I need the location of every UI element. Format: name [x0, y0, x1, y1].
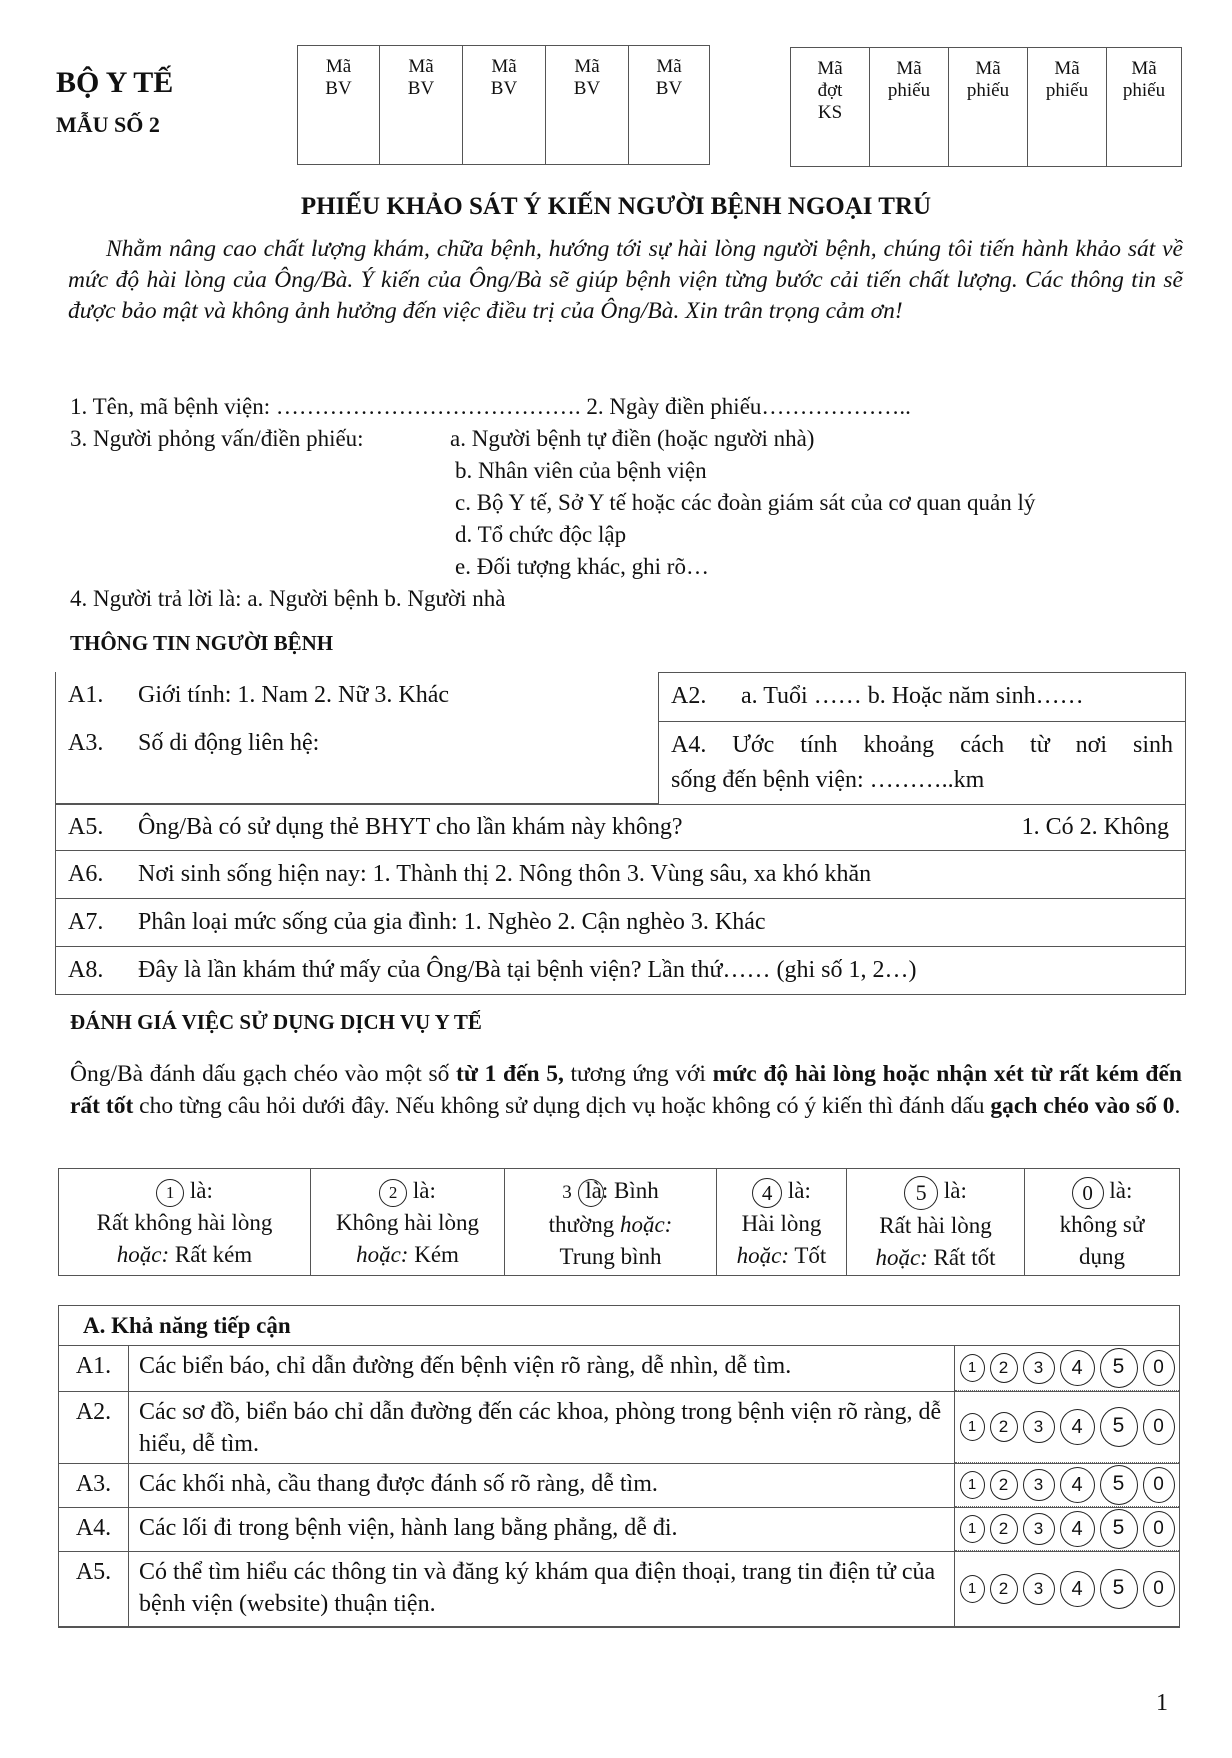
- rating-option-2[interactable]: 2: [990, 1514, 1018, 1544]
- interviewer-label: 3. Người phỏng vấn/điền phiếu:: [70, 426, 364, 451]
- patient-info-heading: THÔNG TIN NGƯỜI BỆNH: [70, 631, 334, 655]
- legend-item-5: 5 là: Rất hài lòng hoặc: Rất tốt: [847, 1169, 1025, 1275]
- circled-number-icon: 0: [1072, 1177, 1104, 1209]
- rating-option-5[interactable]: 5: [1100, 1407, 1138, 1447]
- circled-number-icon: 5: [904, 1176, 938, 1210]
- rating-option-2[interactable]: 2: [990, 1574, 1018, 1604]
- hospital-code-cell[interactable]: Mã BV: [463, 46, 546, 164]
- rating-scale: [955, 1464, 1179, 1507]
- rating-option-5[interactable]: 5: [1100, 1509, 1138, 1549]
- survey-round-code-cell[interactable]: Mã đợt KS: [791, 48, 870, 166]
- rating-option-4[interactable]: 4: [1060, 1409, 1095, 1445]
- form-code-cell[interactable]: Mã phiếu: [1122, 58, 1166, 101]
- rating-option-0[interactable]: 0: [1143, 1511, 1175, 1547]
- rating-option-0[interactable]: 0: [1143, 1350, 1175, 1386]
- form-code-cell[interactable]: Mã phiếu: [1028, 48, 1107, 166]
- interviewer-option-b[interactable]: b. Nhân viên của bệnh viện: [455, 458, 707, 483]
- ministry-name: BỘ Y TẾ: [56, 66, 174, 99]
- distance-question[interactable]: A4. Ước tính khoảng cách từ nơi sinh sống đến bệnh viện: ………..km: [658, 721, 1186, 805]
- rating-option-4[interactable]: 4: [1060, 1571, 1095, 1607]
- rating-option-3[interactable]: 3: [1023, 1352, 1055, 1384]
- residence-question[interactable]: A6. Nơi sinh sống hiện nay: 1. Thành thị 2. Nông thôn 3. Vùng sâu, xa khó khăn: [55, 850, 1186, 899]
- rating-option-0[interactable]: 0: [1143, 1409, 1175, 1445]
- evaluation-instructions: Ông/Bà đánh dấu gạch chéo vào một số từ 1 đến 5, tương ứng với mức độ hài lòng hoặc nhận xét từ rất kém đến rất tốt cho từng câu hỏi dưới đây. Nếu không sử dụng dịch vụ hoặc không có ý kiến thì đánh dấu gạch chéo vào số 0.: [70, 1061, 1183, 1119]
- rating-scale: [955, 1508, 1179, 1551]
- rating-legend: [58, 1168, 1180, 1276]
- form-code-cell[interactable]: Mã phiếu: [870, 48, 949, 166]
- legend-item-1: 1 là: Rất không hài lòng hoặc: Rất kém: [59, 1169, 311, 1275]
- hospital-name-date-line[interactable]: 1. Tên, mã bệnh viện: …………………………………. 2. Ngày điền phiếu………………..: [70, 394, 911, 419]
- rating-option-3[interactable]: 3: [1023, 1469, 1055, 1501]
- form-code-cell[interactable]: Mã phiếu: [949, 48, 1028, 166]
- interviewer-option-c[interactable]: c. Bộ Y tế, Sở Y tế hoặc các đoàn giám sát của cơ quan quản lý: [455, 490, 1036, 515]
- living-standard-question[interactable]: A7. Phân loại mức sống của gia đình: 1. Nghèo 2. Cận nghèo 3. Khác: [55, 898, 1186, 947]
- visit-count-question[interactable]: A8. Đây là lần khám thứ mấy của Ông/Bà tại bệnh viện? Lần thứ…… (ghi số 1, 2…): [55, 946, 1186, 995]
- hospital-code-boxes: [297, 45, 710, 165]
- legend-item-2: 2 là: Không hài lòng hoặc: Kém: [311, 1169, 505, 1275]
- interviewer-option-d[interactable]: d. Tổ chức độc lập: [455, 522, 627, 547]
- phone-question[interactable]: A3. Số di động liên hệ:: [68, 730, 320, 756]
- rating-option-1[interactable]: 1: [960, 1515, 985, 1543]
- insurance-question[interactable]: A5. Ông/Bà có sử dụng thẻ BHYT cho lần khám này không? 1. Có 2. Không: [55, 804, 1186, 851]
- rating-option-3[interactable]: 3: [1023, 1411, 1055, 1443]
- rating-option-1[interactable]: 1: [960, 1575, 985, 1603]
- evaluation-heading: ĐÁNH GIÁ VIỆC SỬ DỤNG DỊCH VỤ Y TẾ: [70, 1010, 482, 1034]
- gender-question[interactable]: A1. Giới tính: 1. Nam 2. Nữ 3. Khác: [68, 682, 449, 708]
- hospital-code-cell[interactable]: Mã BV: [546, 46, 629, 164]
- rating-scale: [955, 1552, 1179, 1626]
- rating-option-4[interactable]: 4: [1060, 1511, 1095, 1547]
- rating-option-1[interactable]: 1: [960, 1354, 985, 1382]
- gender-phone-block: [55, 672, 659, 804]
- interviewer-option-e[interactable]: e. Đối tượng khác, ghi rõ…: [455, 554, 709, 579]
- rating-option-3[interactable]: 3: [1023, 1573, 1055, 1605]
- rating-option-1[interactable]: 1: [960, 1413, 985, 1441]
- question-row: A2. Các sơ đồ, biển báo chỉ dẫn đường đến các khoa, phòng trong bệnh viện rõ ràng, dễ hiểu, dễ tìm. 1 2 3 4 5 0: [59, 1392, 1179, 1464]
- rating-scale: [955, 1346, 1179, 1391]
- rating-option-5[interactable]: 5: [1100, 1569, 1138, 1609]
- form-number: MẪU SỐ 2: [56, 112, 160, 137]
- hospital-code-cell[interactable]: Mã BV: [298, 46, 380, 164]
- survey-code-boxes: [790, 47, 1182, 167]
- question-row: A3. Các khối nhà, cầu thang được đánh số rõ ràng, dễ tìm. 1 2 3 4 5 0: [59, 1464, 1179, 1508]
- rating-option-2[interactable]: 2: [990, 1353, 1018, 1383]
- question-row: A4. Các lối đi trong bệnh viện, hành lang bằng phẳng, dễ đi. 1 2 3 4 5 0: [59, 1508, 1179, 1552]
- circled-number-icon: 1: [156, 1179, 184, 1207]
- rating-option-2[interactable]: 2: [990, 1470, 1018, 1500]
- rating-option-0[interactable]: 0: [1143, 1571, 1175, 1607]
- question-row: A1. Các biển báo, chỉ dẫn đường đến bệnh viện rõ ràng, dễ nhìn, dễ tìm. 1 2 3 4 5 0: [59, 1346, 1179, 1392]
- circled-number-icon: 2: [379, 1179, 407, 1207]
- hospital-code-cell[interactable]: Mã BV: [655, 56, 683, 99]
- rating-scale: [955, 1392, 1179, 1463]
- rating-option-0[interactable]: 0: [1143, 1467, 1175, 1503]
- hospital-code-cell[interactable]: Mã BV: [380, 46, 463, 164]
- rating-option-3[interactable]: 3: [1023, 1513, 1055, 1545]
- insurance-options[interactable]: 1. Có 2. Không: [1021, 814, 1169, 840]
- interviewer-option-a[interactable]: a. Người bệnh tự điền (hoặc người nhà): [450, 426, 815, 451]
- circled-number-icon: 4: [752, 1178, 782, 1208]
- age-question[interactable]: A2. a. Tuổi …… b. Hoặc năm sinh……: [658, 672, 1186, 722]
- rating-option-1[interactable]: 1: [960, 1471, 985, 1499]
- legend-item-0: 0 là: không sử dụng: [1059, 1178, 1145, 1269]
- form-title: PHIẾU KHẢO SÁT Ý KIẾN NGƯỜI BỆNH NGOẠI TRÚ: [300, 193, 932, 220]
- rating-option-5[interactable]: 5: [1100, 1465, 1138, 1505]
- question-row: A5. Có thể tìm hiểu các thông tin và đăng ký khám qua điện thoại, trang tin điện tử của bệnh viện (website) thuận tiện. 1 2 3 4 5 0: [59, 1552, 1179, 1626]
- rating-option-2[interactable]: 2: [990, 1412, 1018, 1442]
- page-number: 1: [1156, 1690, 1168, 1716]
- legend-item-3: 3 là: Bình thường hoặc: Trung bình: [505, 1169, 717, 1275]
- section-a-table: [58, 1305, 1180, 1628]
- intro-paragraph: Nhằm nâng cao chất lượng khám, chữa bệnh, hướng tới sự hài lòng người bệnh, chúng tôi tiến hành khảo sát về mức độ hài lòng của Ông/Bà. Ý kiến của Ông/Bà sẽ giúp bệnh viện từng bước cải tiến chất lượng. Các thông tin sẽ được bảo mật và không ảnh hưởng đến việc điều trị của Ông/Bà. Xin trân trọng cảm ơn!: [68, 236, 1183, 324]
- respondent-type-line[interactable]: 4. Người trả lời là: a. Người bệnh b. Người nhà: [70, 586, 506, 611]
- section-a-heading: A. Khả năng tiếp cận: [59, 1306, 1179, 1346]
- rating-option-4[interactable]: 4: [1060, 1467, 1095, 1503]
- rating-option-4[interactable]: 4: [1060, 1350, 1095, 1386]
- rating-option-5[interactable]: 5: [1100, 1348, 1138, 1388]
- legend-item-4: 4 là: Hài lòng hoặc: Tốt: [717, 1169, 847, 1275]
